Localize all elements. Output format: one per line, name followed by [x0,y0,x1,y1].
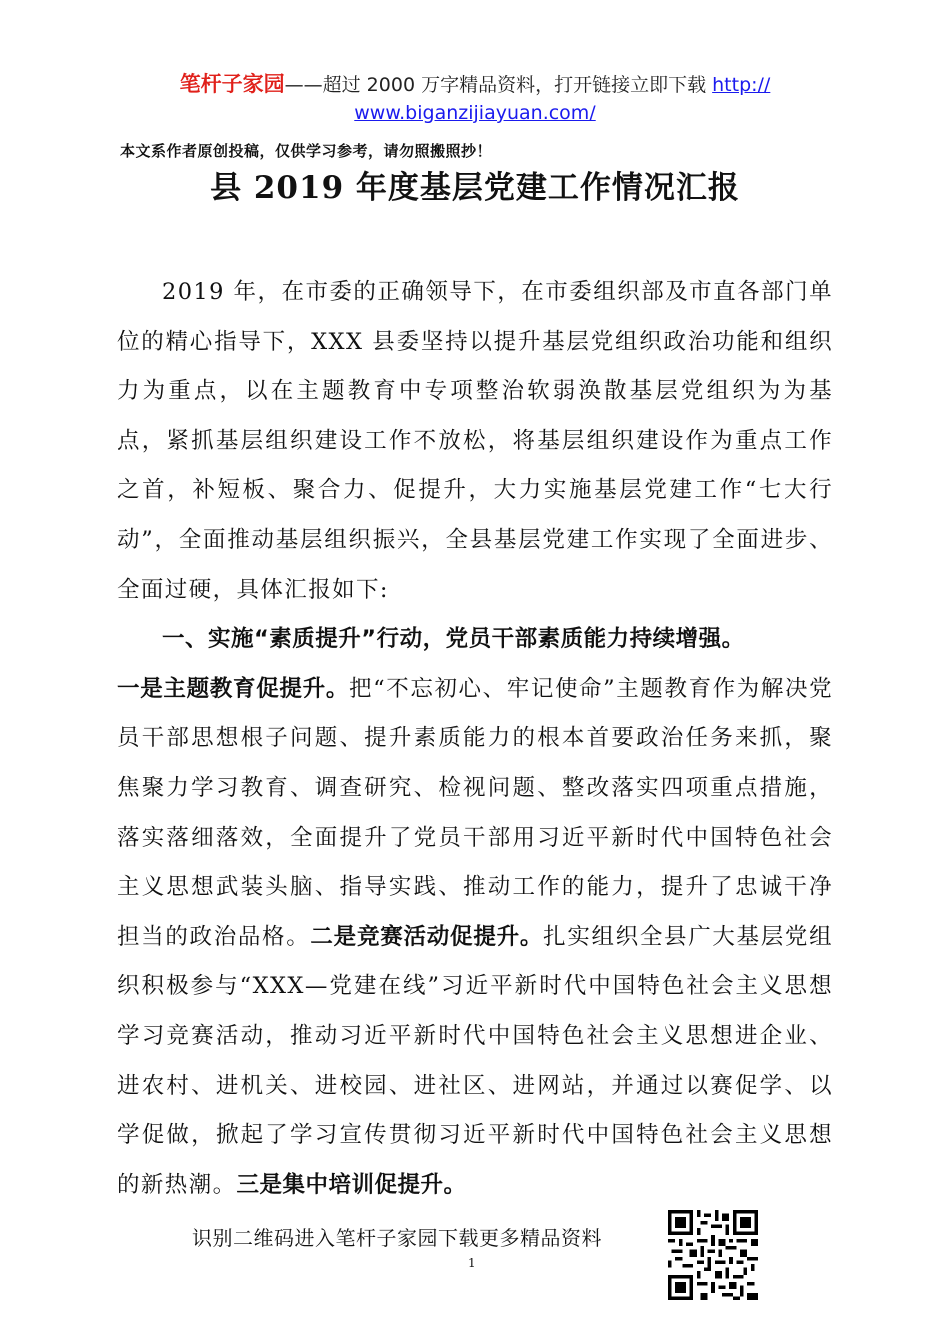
section-heading-1: 一、实施“素质提升”行动，党员干部素质能力持续增强。 [162,626,745,653]
brand-name: 笔杆子家园 [179,72,285,96]
section-1-paragraph [117,665,833,1211]
document-body [117,268,833,1210]
point-heading-1: 一是主题教育促提升。 [117,675,350,702]
point-text-2: 扎实组织全县广大基层党组织积极参与“XXX—党建在线”习近平新时代中国特色社会主义思想学习竞赛活动，推动习近平新时代中国特色社会主义思想进企业、进农村、进机关、进校园、进社区、进网站，并通过以赛促学、以学促做，掀起了学习宣传贯彻习近平新时代中国特色社会主义思想的新热潮。 [117,923,833,1198]
point-heading-2: 二是竞赛活动促提升。 [310,923,544,950]
promo-link-part1[interactable]: http:// [712,74,771,96]
qr-caption: 识别二维码进入笔杆子家园下载更多精品资料 [192,1226,602,1250]
promo-link-part2[interactable]: www.biganzijiayuan.com/ [354,102,596,124]
intro-paragraph: 2019 年，在市委的正确领导下，在市委组织部及市直各部门单位的精心指导下，XXX 县委坚持以提升基层党组织政治功能和组织力为重点，以在主题教育中专项整治软弱涣散基层党组织为为基点，紧抓基层组织建设工作不放松，将基层组织建设作为重点工作之首，补短板、聚合力、促提升，大力实施基层党建工作“七大行动”，全面推动基层组织振兴，全县基层党建工作实现了全面进步、全面过硬，具体汇报如下: [117,279,833,603]
qr-code-icon[interactable] [668,1210,758,1300]
copyright-notice: 本文系作者原创投稿，仅供学习参考，请勿照搬照抄！ [120,142,493,160]
promo-header [0,70,950,127]
point-heading-3: 三是集中培训促提升。 [236,1171,467,1198]
page-number: 1 [468,1256,476,1270]
point-text-1: 把“不忘初心、牢记使命”主题教育作为解决党员干部思想根子问题、提升素质能力的根本首要政治任务来抓，聚焦聚力学习教育、调查研究、检视问题、整改落实四项重点措施，落实落细落效，全面提升了党员干部用习近平新时代中国特色社会主义思想武装头脑、指导实践、推动工作的能力，提升了忠诚干净担当的政治品格。 [117,675,833,950]
promo-tagline: ——超过 2000 万字精品资料，打开链接立即下载 [284,74,713,96]
document-title: 县 2019 年度基层党建工作情况汇报 [210,170,740,206]
